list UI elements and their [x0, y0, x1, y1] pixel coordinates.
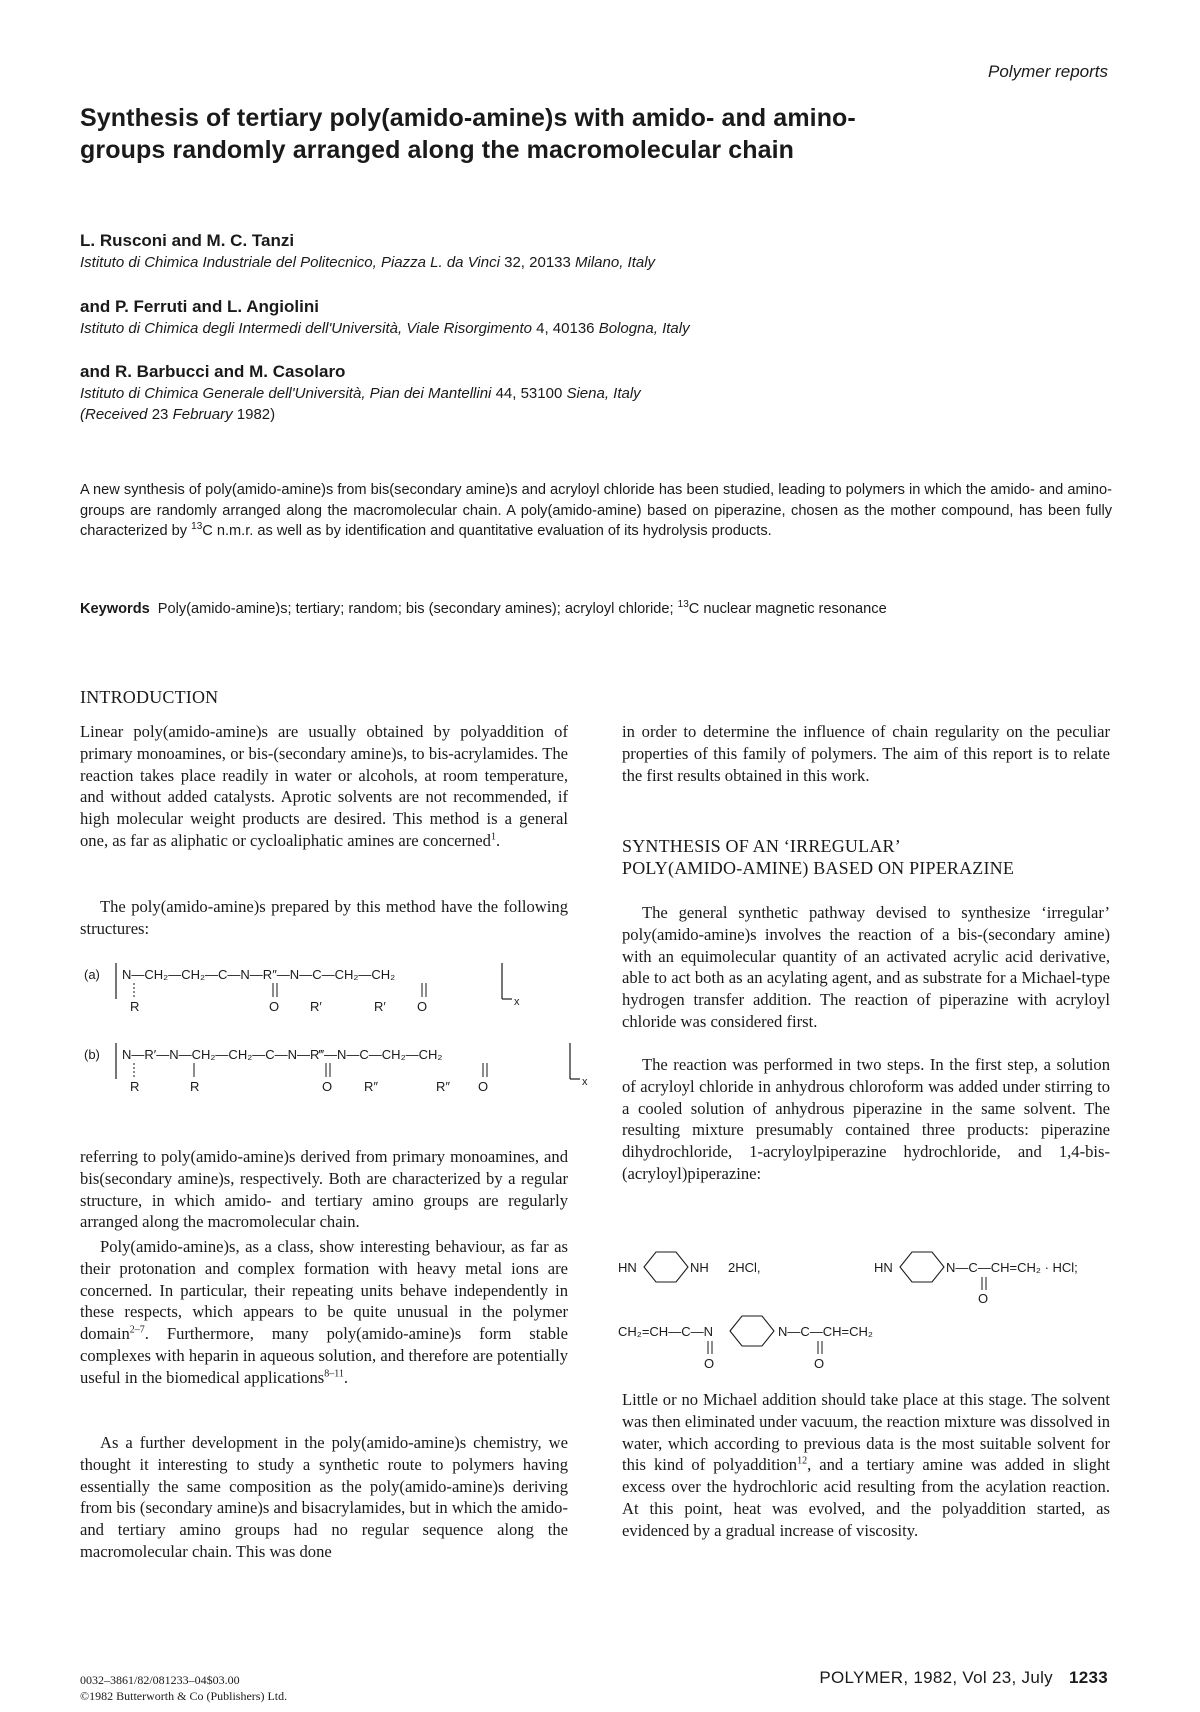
- intro-heading: INTRODUCTION: [80, 687, 219, 707]
- svg-text:R: R: [190, 1079, 200, 1094]
- affiliation-2-city: Bologna, Italy: [598, 320, 690, 337]
- received-date: (Received 23 February 1982): [80, 406, 276, 423]
- right-para-0: in order to determine the influence of chain regularity on the peculiar properties of this family of polymers. The aim of this report is to relate the first results obtained in this work.: [622, 722, 1110, 785]
- right-para-2: The reaction was performed in two steps. In the first step, a solution of acryloyl chloride in anhydrous chloroform was added under stirring to a cooled solution of anhydrous piperazine in the same solvent. The resulting mixture presumably contained three products: piperazine dihydrochloride, 1-acryloylpiperazine hydrochloride, and 1,4-bis-(acryloyl)piperazine:: [622, 1055, 1110, 1183]
- affiliation-1-institute: Istituto di Chimica Industriale del Politecnico, Piazza L. da Vinci: [80, 254, 500, 271]
- author-line-2: and P. Ferruti and L. Angiolini: [80, 297, 319, 316]
- keywords-label: Keywords: [80, 601, 150, 617]
- svg-text:x: x: [582, 1076, 588, 1088]
- svg-text:R: R: [130, 1079, 140, 1094]
- svg-text:R″: R″: [364, 1079, 378, 1094]
- author-line-3: and R. Barbucci and M. Casolaro: [80, 362, 346, 381]
- svg-text:O: O: [814, 1356, 825, 1371]
- intro-para-2: The poly(amido-amine)s prepared by this method have the following structures:: [80, 897, 568, 938]
- footer-publication-info: [80, 1672, 287, 1704]
- intro-para-5: As a further development in the poly(amido-amine)s chemistry, we thought it interesting to study a synthetic route to polymers having essentially the same composition as the poly(amido-amine)s deriving from bis (secondary amine)s and bisacrylamides, but in which the amido- and tertiary amino groups had no regular sequence along the macromolecular chain. This was done: [80, 1433, 569, 1561]
- author-line-1: L. Rusconi and M. C. Tanzi: [80, 231, 295, 250]
- svg-text:O: O: [322, 1079, 333, 1094]
- keywords: Keywords Poly(amido-amine)s; tertiary; random; bis (secondary amines); acryloyl chloride; $^{13}$C nuclear magnetic resonance: [80, 599, 887, 617]
- abstract: A new synthesis of poly(amido-amine)s from bis(secondary amine)s and acryloyl chloride has been studied, leading to polymers in which the amido- and amino-groups are randomly arranged along the macromolecular chain. A poly(amido-amine) based on piperazine, chosen as the mother compound, has been fully characterized by $^{13}$C n.m.r. as well as by identification and quantitative evaluation of its hydrolysis products.: [80, 482, 1112, 539]
- footer-code: 0032–3861/82/081233–04$03.00: [80, 1673, 240, 1687]
- affiliation-2-institute: Istituto di Chimica degli Intermedi dell'Università, Viale Risorgimento: [80, 320, 532, 337]
- svg-text:R: R: [130, 999, 140, 1014]
- synthesis-heading: SYNTHESIS OF AN ‘IRREGULAR’ POLY(AMIDO-AMINE) BASED ON PIPERAZINE: [622, 836, 1015, 878]
- svg-text:N—C—CH=CH₂: N—C—CH=CH₂: [778, 1324, 873, 1339]
- paper-title: Synthesis of tertiary poly(amido-amine)s with amido- and amino-groups randomly arranged along the macromolecular chain: [80, 104, 856, 164]
- affiliation-3-city: Siena, Italy: [566, 385, 641, 402]
- page-number: 1233: [1068, 1668, 1108, 1687]
- svg-text:CH₂=CH—C—N: CH₂=CH—C—N: [618, 1324, 713, 1339]
- structure-b-chain: N—R′—N—CH₂—CH₂—C—N—R‴—N—C—CH₂—CH₂: [122, 1047, 443, 1062]
- svg-text:R″: R″: [436, 1079, 450, 1094]
- affiliation-1: [80, 254, 655, 271]
- svg-text:O: O: [478, 1079, 489, 1094]
- svg-text:HN: HN: [874, 1260, 893, 1275]
- affiliation-1-city: Milano, Italy: [575, 254, 656, 271]
- svg-text:R′: R′: [310, 999, 322, 1014]
- svg-text:O: O: [978, 1291, 989, 1306]
- affiliation-3-institute: Istituto di Chimica Generale dell'Università, Pian dei Mantellini: [80, 385, 492, 402]
- footer-journal: POLYMER, 1982, Vol 23, July 1233: [819, 1668, 1108, 1687]
- svg-text:O: O: [417, 999, 428, 1014]
- svg-text:R′: R′: [374, 999, 386, 1014]
- structure-b-label: (b): [84, 1047, 100, 1062]
- affiliation-2: [80, 320, 690, 337]
- svg-text:N—C—CH=CH₂ · HCl;: N—C—CH=CH₂ · HCl;: [946, 1260, 1078, 1275]
- intro-para-4: Poly(amido-amine)s, as a class, show interesting behaviour, as far as their protonation and complex formation with heavy metal ions are concerned. In particular, their repeating units behave independently in these respects, which appears to be quite unusual in the polymer domain$^{2-7}$. Furthermore, many poly(amido-amine)s form stable complexes with heparin in aqueous solution, and therefore are potentially useful in the biomedical applications$^{8-11}$.: [80, 1237, 568, 1387]
- affiliation-2-number: 4, 40136: [536, 320, 595, 337]
- affiliation-3: [80, 385, 641, 402]
- svg-text:2HCl,: 2HCl,: [728, 1260, 761, 1275]
- svg-text:O: O: [269, 999, 280, 1014]
- right-para-3: Little or no Michael addition should take place at this stage. The solvent was then eliminated under vacuum, the reaction mixture was dissolved in water, which according to previous data is the most suitable solvent for this kind of polyaddition$^{12}$, and a tertiary amine was added in slight excess over the hydrochloric acid resulting from the acylation reaction. At this point, heat was evolved, and the polyaddition started, as evidenced by a gradual increase of viscosity.: [622, 1390, 1110, 1540]
- intro-para-3: referring to poly(amido-amine)s derived from primary monoamines, and bis(secondary amine)s, respectively. Both are characterized by a regular structure, in which amido- and tertiary amino groups are regularly arranged along the macromolecular chain.: [80, 1147, 568, 1232]
- footer-copyright: ©1982 Butterworth & Co (Publishers) Ltd.: [80, 1689, 288, 1703]
- right-para-1: The general synthetic pathway devised to synthesize ‘irregular’ poly(amido-amine)s involves the reaction of a bis-(secondary amine) with an equimolecular quantity of an activated acrylic acid derivative, able to act both as an acylating agent, and as substrate for a Michael-type hydrogen transfer addition. The reaction of piperazine with acryloyl chloride was considered first.: [622, 903, 1110, 1031]
- intro-para-1: Linear poly(amido-amine)s are usually obtained by polyaddition of primary monoamines, or bis-(secondary amine)s, to bis-acrylamides. The reaction takes place readily in water or alcohols, at room temperature, and without added catalysts. Aprotic solvents are not recommended, if high molecular weight products are desired. This method is a general one, as far as aliphatic or cycloaliphatic amines are concerned$^1$.: [80, 722, 568, 850]
- svg-text:NH: NH: [690, 1260, 709, 1275]
- piperazine-products-diagram: [612, 1240, 1132, 1375]
- affiliation-3-number: 44, 53100: [495, 385, 563, 402]
- svg-text:HN: HN: [618, 1260, 637, 1275]
- svg-text:O: O: [704, 1356, 715, 1371]
- svg-text:x: x: [514, 996, 520, 1008]
- structure-diagram-ab: [78, 955, 598, 1130]
- structure-a-chain: N—CH₂—CH₂—C—N—R″—N—C—CH₂—CH₂: [122, 967, 396, 982]
- structure-a-label: (a): [84, 967, 100, 982]
- section-label: Polymer reports: [988, 62, 1108, 81]
- affiliation-1-number: 32, 20133: [504, 254, 571, 271]
